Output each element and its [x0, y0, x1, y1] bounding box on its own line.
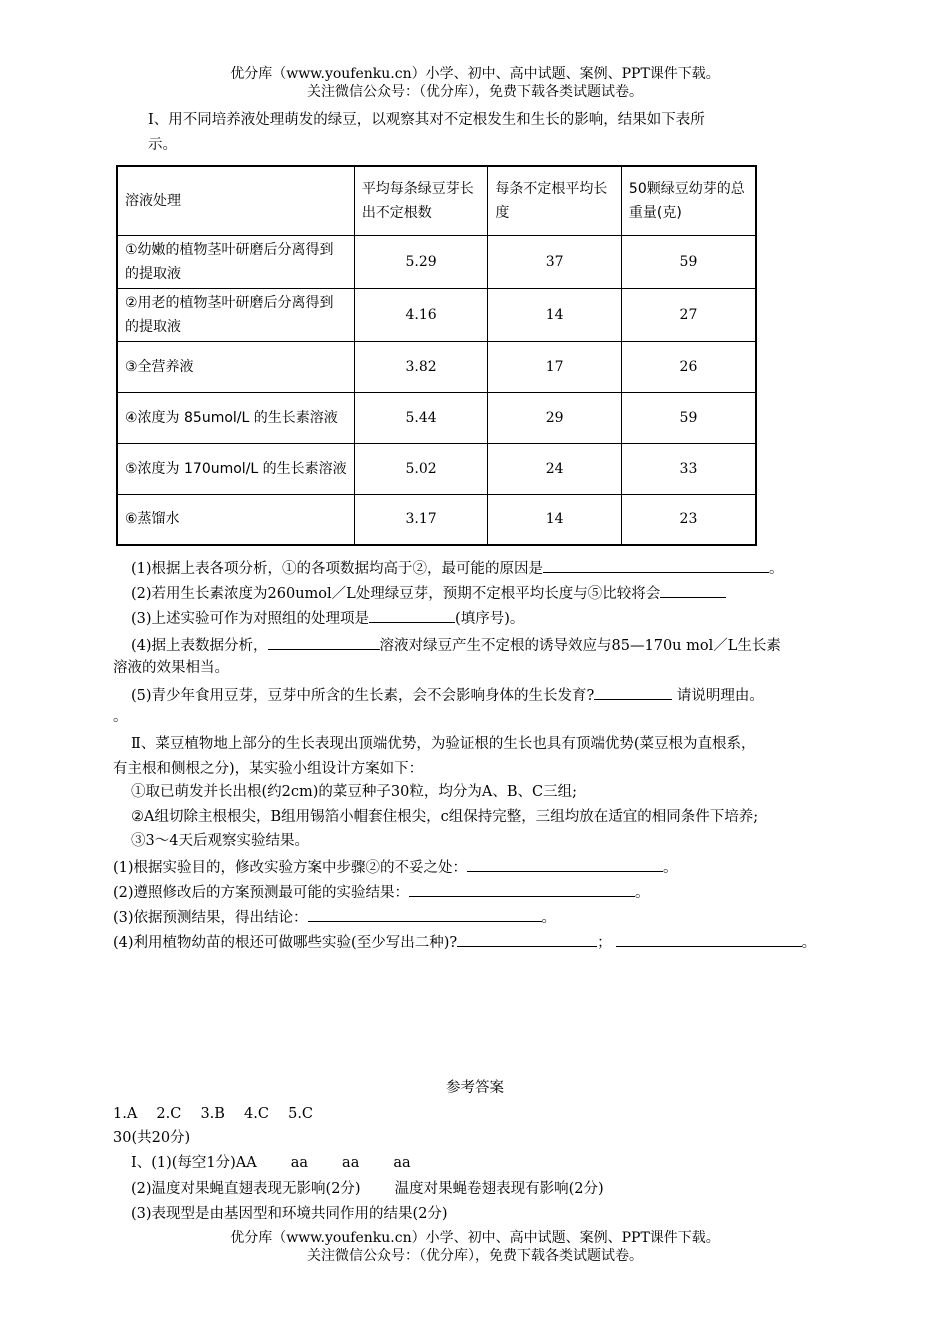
table-cell-value: 27 — [621, 288, 756, 341]
answers-line-3 — [131, 1153, 411, 1173]
table-cell-treatment: ⑥蒸馏水 — [117, 494, 354, 545]
question-punct: 。 — [635, 885, 650, 901]
answer-blank[interactable] — [308, 906, 542, 922]
table-row — [117, 494, 756, 545]
answer-text: aa — [290, 1155, 309, 1171]
answer-text: (2)温度对果蝇直翅表现无影响(2分) — [131, 1181, 361, 1197]
table-cell-value: 59 — [621, 235, 756, 288]
part2-step-1: ①取已萌发并长出根(约2cm)的菜豆种子30粒，均分为A、B、C三组; — [131, 784, 577, 800]
answer-text: aa — [393, 1155, 411, 1171]
table-cell-value: 24 — [488, 443, 622, 494]
part2-intro-line-1: Ⅱ、菜豆植物地上部分的生长表现出顶端优势，为验证根的生长也具有顶端优势(菜豆根为直根系， — [131, 736, 756, 752]
question-2-4 — [113, 931, 816, 953]
header-line-2: 关注微信公众号：（优分库），免费下载各类试题试卷。 — [307, 84, 643, 100]
question-text: (4)利用植物幼苗的根还可做哪些实验(至少写出二种)? — [113, 935, 458, 951]
table-cell-value: 29 — [488, 392, 622, 443]
table-cell-value: 26 — [621, 341, 756, 392]
question-1-2 — [131, 582, 726, 604]
answer-blank[interactable] — [409, 881, 635, 897]
question-text: (5)青少年食用豆芽，豆芽中所含的生长素，会不会影响身体的生长发育? — [131, 688, 595, 704]
header-line-1: 优分库（www.youfenku.cn）小学、初中、高中试题、案例、PPT课件下载。 — [230, 66, 720, 82]
question-text: 溶液对绿豆产生不定根的诱导效应与85—170u mol／L生长素 — [379, 638, 781, 654]
question-punct: 。 — [541, 910, 557, 926]
answers-line-4 — [131, 1179, 604, 1199]
table-cell-value: 5.44 — [354, 392, 488, 443]
answer-blank[interactable] — [616, 931, 802, 947]
table-row — [117, 443, 756, 494]
table-header-cell: 50颗绿豆幼芽的总重量(克) — [621, 166, 756, 235]
question-text: (1)根据实验目的，修改实验方案中步骤②的不妥之处： — [113, 860, 468, 876]
table-row — [117, 235, 756, 288]
table-cell-value: 33 — [621, 443, 756, 494]
table-cell-treatment: ②用老的植物茎叶研磨后分离得到的提取液 — [117, 288, 354, 341]
part2-step-2: ②A组切除主根根尖，B组用锡箔小帽套住根尖，c组保持完整，三组均放在适宜的相同条件下培养; — [131, 809, 759, 825]
question-text: (4)据上表数据分析， — [131, 638, 268, 654]
answers-line-2: 30(共20分) — [113, 1130, 191, 1146]
part1-intro-line-2: 示。 — [148, 137, 177, 153]
table-header-cell: 平均每条绿豆芽长出不定根数 — [354, 166, 488, 235]
table-header-cell: 溶液处理 — [117, 166, 354, 235]
table-cell-value: 4.16 — [354, 288, 488, 341]
question-punct: ； — [597, 935, 612, 951]
answers-line-1: 1.A 2.C 3.B 4.C 5.C — [113, 1106, 314, 1122]
table-cell-value: 5.29 — [354, 235, 488, 288]
answer-blank[interactable] — [467, 856, 663, 872]
table-row — [117, 288, 756, 341]
table-cell-value: 3.82 — [354, 341, 488, 392]
answer-text: aa — [342, 1155, 360, 1171]
data-table — [116, 165, 757, 546]
table-cell-value: 14 — [488, 288, 622, 341]
answer-blank[interactable] — [594, 684, 672, 700]
question-1-5 — [131, 684, 764, 706]
table-cell-value: 3.17 — [354, 494, 488, 545]
table-cell-value: 17 — [488, 341, 622, 392]
table-header-row — [117, 166, 756, 235]
question-text: (1)根据上表各项分析，①的各项数据均高于②，最可能的原因是 — [131, 561, 544, 577]
table-cell-value: 14 — [488, 494, 622, 545]
question-2-2 — [113, 881, 650, 903]
table-cell-value: 37 — [488, 235, 622, 288]
question-text: (填序号)。 — [455, 611, 525, 627]
answer-blank[interactable] — [268, 634, 380, 650]
answer-blank[interactable] — [369, 607, 455, 623]
table-cell-value: 23 — [621, 494, 756, 545]
question-2-1 — [113, 856, 678, 878]
answer-text: 温度对果蝇卷翅表现有影响(2分) — [394, 1181, 604, 1197]
footer-line-1: 优分库（www.youfenku.cn）小学、初中、高中试题、案例、PPT课件下载。 — [230, 1230, 720, 1246]
footer-line-2: 关注微信公众号：（优分库），免费下载各类试题试卷。 — [307, 1248, 643, 1264]
answer-text: Ⅰ、(1)(每空1分)AA — [131, 1155, 257, 1171]
part2-intro-line-2: 有主根和侧根之分)，某实验小组设计方案如下： — [113, 761, 424, 777]
question-text: (3)上述实验可作为对照组的处理项是 — [131, 611, 370, 627]
part1-intro-line-1: Ⅰ、用不同培养液处理萌发的绿豆，以观察其对不定根发生和生长的影响，结果如下表所 — [148, 112, 705, 128]
table-cell-value: 59 — [621, 392, 756, 443]
question-punct: 。 — [801, 935, 817, 951]
table-header-cell: 每条不定根平均长度 — [488, 166, 622, 235]
question-punct: 。 — [663, 860, 678, 876]
question-text: (2)遵照修改后的方案预测最可能的实验结果： — [113, 885, 410, 901]
question-1-4-cont: 溶液的效果相当。 — [113, 660, 229, 676]
question-2-3 — [113, 906, 556, 928]
question-text: 请说明理由。 — [676, 688, 764, 704]
table-row — [117, 392, 756, 443]
question-1-5-cont: 。 — [113, 709, 128, 725]
question-punct: 。 — [769, 561, 784, 577]
table-cell-value: 5.02 — [354, 443, 488, 494]
answer-blank[interactable] — [660, 582, 726, 598]
answer-blank[interactable] — [543, 557, 769, 573]
question-1-3 — [131, 607, 524, 629]
question-text: (2)若用生长素浓度为260umol／L处理绿豆芽，预期不定根平均长度与⑤比较将会 — [131, 586, 661, 602]
table-cell-treatment: ①幼嫩的植物茎叶研磨后分离得到的提取液 — [117, 235, 354, 288]
part2-step-3: ③3～4天后观察实验结果。 — [131, 833, 309, 849]
question-text: (3)依据预测结果，得出结论： — [113, 910, 308, 926]
table-row — [117, 341, 756, 392]
answers-line-5: (3)表现型是由基因型和环境共同作用的结果(2分) — [131, 1206, 448, 1222]
answer-blank[interactable] — [457, 931, 597, 947]
table-cell-treatment: ③全营养液 — [117, 341, 354, 392]
table-cell-treatment: ⑤浓度为 170umol/L 的生长素溶液 — [117, 443, 354, 494]
table-cell-treatment: ④浓度为 85umol/L 的生长素溶液 — [117, 392, 354, 443]
question-1-1 — [131, 557, 784, 579]
question-1-4 — [131, 634, 781, 656]
answers-title: 参考答案 — [446, 1080, 504, 1096]
